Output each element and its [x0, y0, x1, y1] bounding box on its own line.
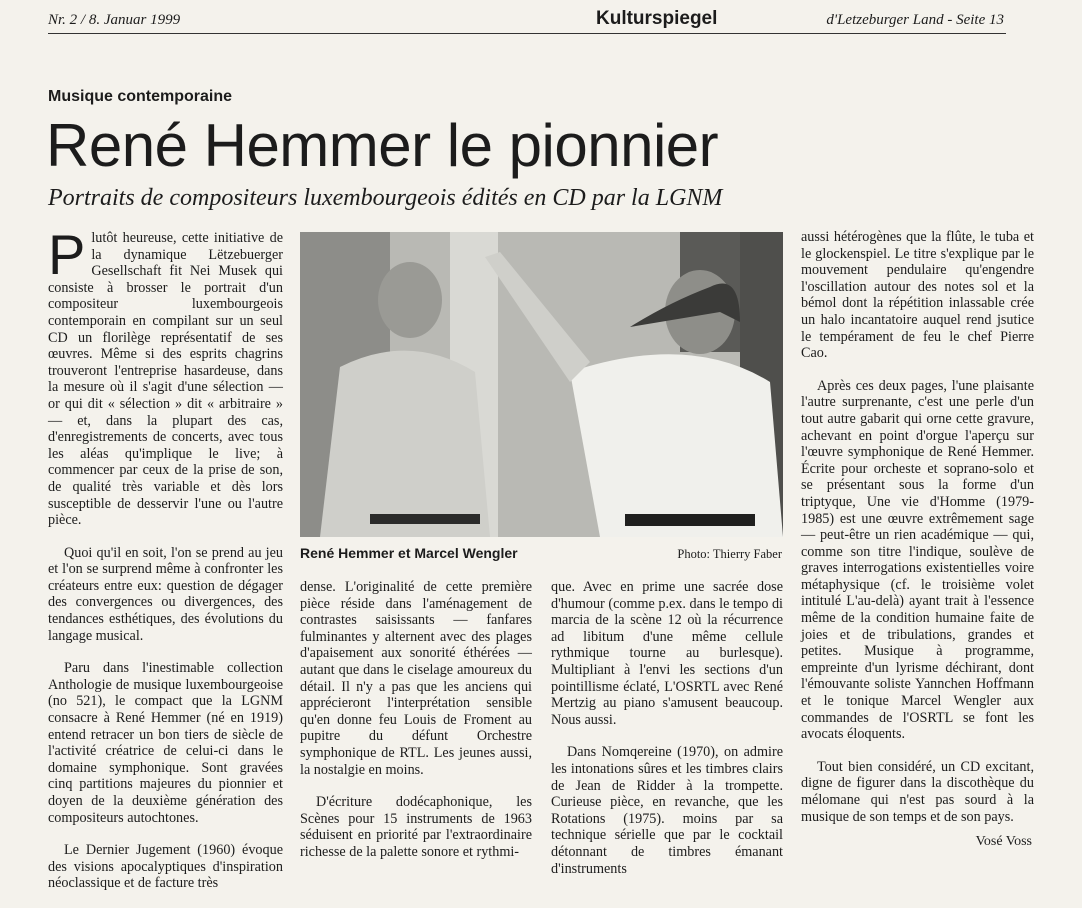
paragraph: Tout bien considéré, un CD excitant, digne de figurer dans la discothèque du mélomane qui n'est pas sourd à la musique de son temps et de son pays. — [801, 758, 1034, 825]
column-3 — [551, 579, 783, 893]
photo-credit: Photo: Thierry Faber — [677, 547, 782, 561]
paragraph — [48, 223, 283, 529]
paragraph: Après ces deux pages, l'une plaisante l'autre surprenante, c'est une perle d'un tout autre gabarit qui orne cette gravure, achevant en point d'orgue l'aperçu sur l'œuvre symphonique de René Hemmer. Écrite pour orcheste et soprano-solo et se présentant sous la forme d'un triptyque, Une vie d'Homme (1979-1985) est une œuvre extrêmement sage — peut-être un rien académique — qui, comme son titre l'indique, soulève de graves interrogations existentielles voire métaphysique (cf. le troisième volet intitulé L'au-delà) ayant trait à l'essence même de la condition humaine faite de joies et de tribulations, grandes et petites. Musique à programme, empreinte d'un lyrisme déchirant, dont l'émouvante soliste Yannchen Hoffmann et le tonique Marcel Wengler aux commandes de l'OSRTL se font les avocats éloquents. — [801, 377, 1034, 743]
article-photo — [300, 232, 783, 537]
paragraph: dense. L'originalité de cette première pièce réside dans l'aménagement de contrastes saisissants — fanfares fulminantes y alternent avec des plages d'apaisement aux sonorité éthérées — autant que dans le ciselage amoureux du détail. Il n'y a pas que les anciens qui apprécieront l'interprétation sensible qu'en donne feu Louis de Froment au pupitre du défunt Orchestre symphonique de RTL. Les jeunes aussi, la nostalgie en moins. — [300, 579, 532, 778]
paragraph: Paru dans l'inestimable collection Anthologie de musique luxembourgeoise (no 521), le compact que la LGNM consacre à René Hemmer (né en 1919) entend retracer un bon tiers de siècle de l'activité créatrice de celui-ci dans le domaine symphonique. Sont gravées cinq partitions majeures du pionnier et doyen de la deuxième génération des compositeurs autochtones. — [48, 660, 283, 826]
header-publication: d'Letzeburger Land - Seite 13 — [826, 12, 1004, 28]
paragraph: Le Dernier Jugement (1960) évoque des visions apocalyptiques d'inspiration néoclassique et de facture très — [48, 842, 283, 892]
column-4 — [801, 229, 1034, 841]
drop-cap: P — [48, 223, 86, 286]
column-1 — [48, 223, 283, 908]
article-kicker: Musique contemporaine — [48, 88, 233, 105]
paragraph: Dans Nomqereine (1970), on admire les intonations sûres et les timbres clairs de Jean de Ridder à la trompette. Curieuse pièce, en revanche, que les Rotations (1975). moins par sa technique sérielle que par le cocktail détonnant de timbres émanant d'instruments — [551, 744, 783, 877]
header-section: Kulturspiegel — [596, 8, 718, 29]
header-rule — [48, 33, 1006, 34]
article-headline: René Hemmer le pionnier — [46, 112, 719, 179]
paragraph: D'écriture dodécaphonique, les Scènes pour 15 instruments de 1963 séduisent en priorité par l'extraordinaire richesse de la palette sonore et rythmi- — [300, 794, 532, 860]
paragraph-text: lutôt heureuse, cette initiative de la dynamique Lëtzebuerger Gesellschaft fit Nei Musek qui consiste à brosser le portrait d'un compositeur luxembourgeois contemporain en compilant sur un seul CD un florilège représentatif de ses œuvres. Même si des esprits chagrins trouveront l'entreprise hasardeuse, dans la mesure où il s'agit d'une sélection — or qui dit « sélection » dit « arbitraire » — et, dans la plupart des cas, d'enregistrements de concerts, avec tous les aléas qu'implique le live; à commencer par ceux de la prise de son, de qualité très variable et dès lors susceptible de desservir l'une ou l'autre pièce. — [48, 230, 283, 529]
column-2 — [300, 579, 532, 877]
paragraph: Quoi qu'il en soit, l'on se prend au jeu et l'on se surprend même à confronter les créateurs entre eux: question de dégager des convergences ou divergences, des tendances esthétiques, des évolutions du langage musical. — [48, 544, 283, 644]
header-issue: Nr. 2 / 8. Januar 1999 — [48, 12, 181, 28]
article-byline: Vosé Voss — [975, 834, 1032, 849]
photo-caption: René Hemmer et Marcel Wengler — [300, 545, 518, 561]
paragraph: que. Avec en prime une sacrée dose d'humour (comme p.ex. dans le tempo di marcia de la scène 12 où la récurrence ad libitum d'une même cellule rythmique tourne au burlesque). Multipliant à l'envi les sections d'un pointillisme éclaté, L'OSRTL avec René Mertzig au piano s'amusent beaucoup. Nous aussi. — [551, 579, 783, 728]
photo-illustration — [300, 232, 783, 537]
article-deck: Portraits de compositeurs luxembourgeois édités en CD par la LGNM — [48, 185, 723, 211]
paragraph: aussi hétérogènes que la flûte, le tuba et le glockenspiel. Le titre s'explique par le mouvement pendulaire qu'engendre l'oscillation autour des notes sol et la bémol dont la répétition inlassable crée un halo incantatoire auquel rend jsutice le tempérament de feu le chef Pierre Cao. — [801, 229, 1034, 362]
